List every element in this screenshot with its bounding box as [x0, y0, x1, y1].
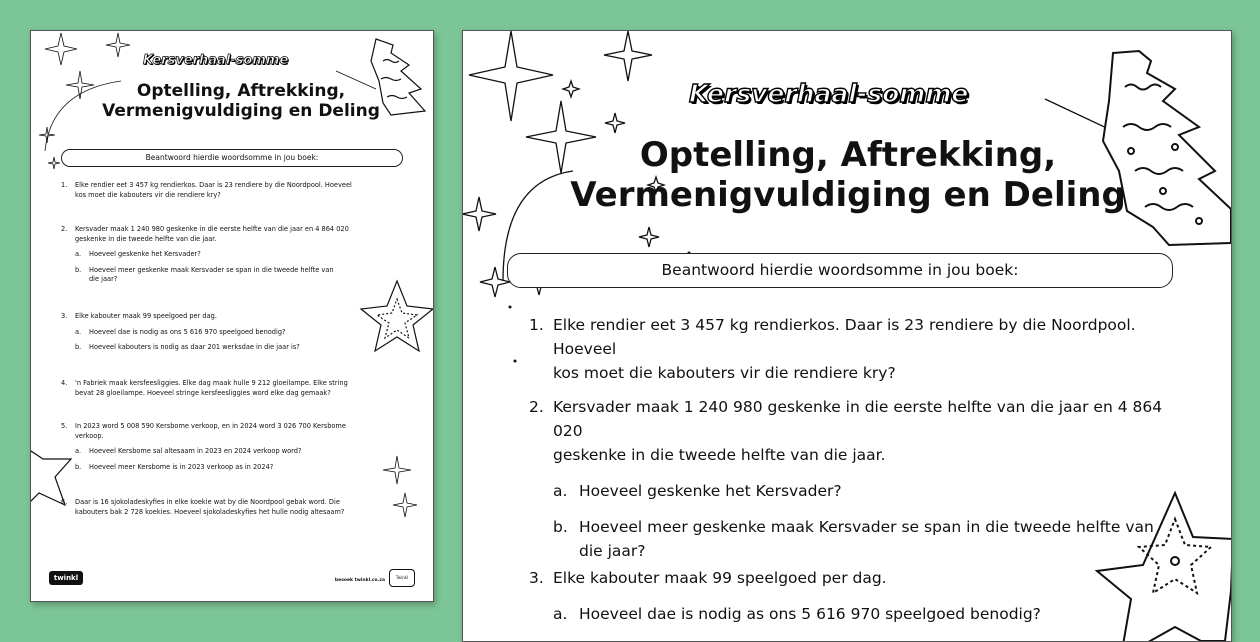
sub-question-line: Hoeveel meer geskenke maak Kersvader se span in die tweede helfte van — [579, 518, 1154, 536]
sub-question-a: a. Hoeveel geskenke het Kersvader? — [553, 479, 1169, 503]
question-2: 2. Kersvader maak 1 240 980 geskenke in die eerste helfte van die jaar en 4 864 020 geskenke in die tweede helfte van die jaar. a. Hoeveel geskenke het Kersvader? b. Hoeveel meer geskenke maak Kersvader se span in die tweede helfte van die jaar? — [61, 225, 349, 283]
sub-question-b: b. Hoeveel meer geskenke maak Kersvader se span in die tweede helfte van die jaar? — [553, 515, 1169, 563]
brand-heading: Kersverhaal-somme — [143, 53, 289, 68]
worksheet-title — [553, 135, 1143, 215]
brand-heading: Kersverhaal-somme — [689, 79, 969, 108]
question-line: Kersvader maak 1 240 980 geskenke in die eerste helfte van die jaar en 4 864 020 — [553, 398, 1163, 440]
question-3: 3. Elke kabouter maak 99 speelgoed per dag. a. Hoeveel dae is nodig as ons 5 616 970 speelgoed benodig? b. Hoeveel kabouters is nodig as daar 201 werksdae in die jaar is? — [61, 312, 300, 351]
worksheet-page — [462, 30, 1232, 642]
question-1: 1. Elke rendier eet 3 457 kg rendierkos. Daar is 23 rendiere by die Noordpool. Hoeveel kos moet die kabouters vir die rendiere kry? — [61, 181, 352, 199]
question-line: Elke kabouter maak 99 speelgoed per dag. — [553, 569, 887, 587]
title-line: Vermenigvuldiging en Deling — [102, 101, 380, 122]
instruction-banner: Beantwoord hierdie woordsomme in jou boek: — [507, 253, 1173, 288]
question-1: 1. Elke rendier eet 3 457 kg rendierkos. Daar is 23 rendiere by die Noordpool. Hoeveel kos moet die kabouters vir die rendiere kry? — [529, 313, 1169, 385]
question-2: 2. Kersvader maak 1 240 980 geskenke in die eerste helfte van die jaar en 4 864 020 geskenke in die tweede helfte van die jaar. a. Hoeveel geskenke het Kersvader? b. Hoeveel meer geskenke maak Kersvader se span in die tweede helfte van die jaar? — [529, 395, 1169, 563]
title-line: Vermenigvuldiging en Deling — [570, 175, 1126, 216]
question-4: 4. 'n Fabriek maak kersfeesliggies. Elke dag maak hulle 9 212 gloeilampe. Elke string bevat 28 gloeilampe. Hoeveel stringe kersfeesliggies word elke dag gemaak? — [61, 379, 348, 397]
instruction-banner: Beantwoord hierdie woordsomme in jou boek: — [61, 149, 403, 167]
question-line: geskenke in die tweede helfte van die jaar. — [553, 446, 886, 464]
question-line: kos moet die kabouters vir die rendiere kry? — [553, 364, 896, 382]
question-line: Elke rendier eet 3 457 kg rendierkos. Daar is 23 rendiere by die Noordpool. Hoeveel — [553, 316, 1136, 358]
title-line: Optelling, Aftrekking, — [639, 135, 1057, 175]
worksheet-thumbnail[interactable] — [30, 30, 434, 602]
twinkl-logo: twinkl — [49, 571, 83, 585]
question-5: 5. In 2023 word 5 008 590 Kersbome verkoop, en in 2024 word 3 026 700 Kersbome verkoop. a. Hoeveel Kersbome sal altesaam in 2023 en 2024 verkoop word? b. Hoeveel meer Kersbome is in 2023 verkoop as in 2024? — [61, 422, 346, 471]
sub-question-line: Hoeveel dae is nodig as ons 5 616 970 speelgoed benodig? — [579, 605, 1041, 623]
worksheet-title — [71, 81, 411, 121]
footer-badge: Twinkl — [389, 569, 415, 587]
sub-question-line: Hoeveel geskenke het Kersvader? — [579, 482, 842, 500]
question-6: 6. Daar is 16 sjokoladeskyfies in elke koekie wat by die Noordpool gebak word. Die kabouters bak 2 728 koekies. Hoeveel sjokoladeskyfies het hulle nodig altesaam? — [61, 498, 345, 516]
sub-question-a: a. Hoeveel dae is nodig as ons 5 616 970 speelgoed benodig? — [553, 602, 1169, 626]
title-line: Optelling, Aftrekking, — [136, 81, 346, 101]
sub-question-line: die jaar? — [579, 542, 646, 560]
question-3: 3. Elke kabouter maak 99 speelgoed per dag. a. Hoeveel dae is nodig as ons 5 616 970 speelgoed benodig? — [529, 566, 1169, 626]
footer-url: besoek twinkl.co.za — [334, 578, 385, 583]
